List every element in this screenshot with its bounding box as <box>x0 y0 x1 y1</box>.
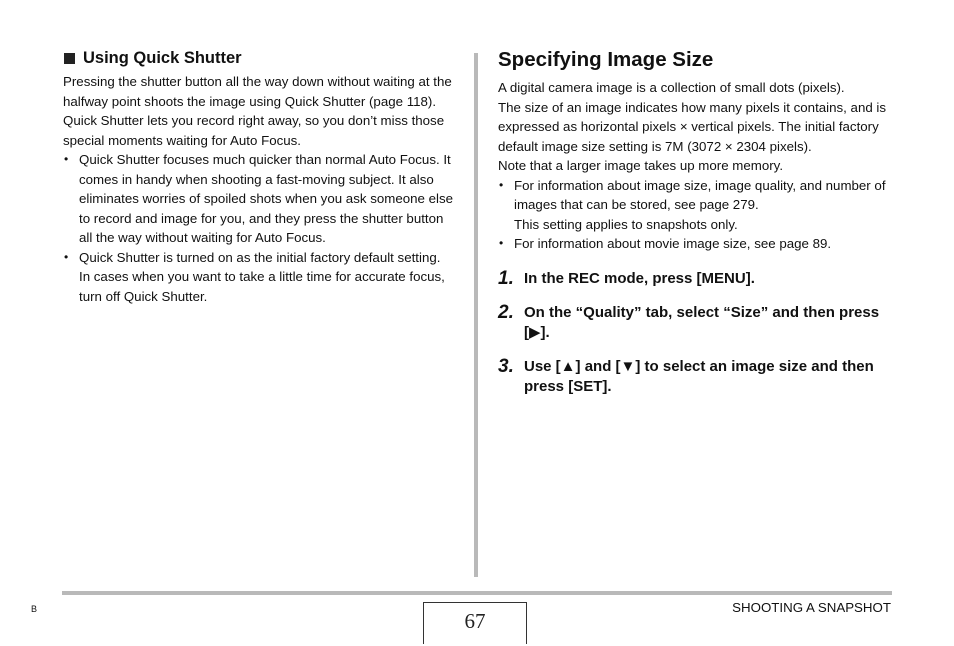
step-number: 1. <box>498 267 514 289</box>
page-number: 67 <box>423 602 527 644</box>
image-size-intro-line: The size of an image indicates how many pixels it contains, and is expressed as horizontal pixels × vertical pixels. The initial factory default image size setting is 7M (3072 × 2304 pixels). <box>498 99 887 154</box>
edge-mark: B <box>31 604 38 614</box>
bullet-text: For information about movie image size, see page 89. <box>514 236 832 251</box>
list-item <box>498 234 894 254</box>
step-text: Use [▲] and [▼] to select an image size and then press [SET]. <box>524 357 874 395</box>
step-number: 3. <box>498 355 514 377</box>
bullet-note: This setting applies to snapshots only. <box>514 216 738 232</box>
list-item <box>498 176 894 235</box>
list-item: • Quick Shutter focuses much quicker than normal Auto Focus. It comes in handy when shooting a fast-moving subject. It also eliminates worries of spoiled shots when you ask someone else to record and image for you, and they press the shutter button all the way without waiting for Auto Focus. <box>63 150 455 248</box>
image-size-intro-line: Note that a larger image takes up more memory. <box>498 158 784 173</box>
step-text: In the REC mode, press [MENU]. <box>524 269 755 287</box>
bullet-text: For information about image size, image quality, and number of images that can be stored, see page 279. <box>514 177 886 212</box>
quick-shutter-heading-text: Using Quick Shutter <box>83 49 242 67</box>
quick-shutter-intro: Pressing the shutter button all the way down without waiting at the halfway point shoots the image using Quick Shutter (page 118). Quick Shutter lets you record right away, so you don’t miss those special moments waiting for Auto Focus. <box>63 74 452 148</box>
step-item <box>498 269 894 289</box>
page-title: Specifying Image Size <box>498 48 714 71</box>
quick-shutter-heading <box>63 48 455 68</box>
square-bullet-icon <box>64 53 75 64</box>
image-size-bullets <box>498 176 894 254</box>
procedure-steps <box>498 269 894 397</box>
quick-shutter-bullets <box>63 150 455 306</box>
step-text: On the “Quality” tab, select “Size” and then press [▶]. <box>524 303 880 341</box>
step-item <box>498 357 894 397</box>
column-divider <box>474 53 478 577</box>
footer-rule <box>62 591 892 595</box>
section-name: SHOOTING A SNAPSHOT <box>732 600 891 615</box>
left-column <box>63 48 455 306</box>
image-size-intro-line: A digital camera image is a collection of small dots (pixels). <box>498 80 845 95</box>
right-column <box>498 48 894 411</box>
list-item: • Quick Shutter is turned on as the initial factory default setting. In cases when you want to take a little time for accurate focus, turn off Quick Shutter. <box>63 248 455 307</box>
step-number: 2. <box>498 301 514 323</box>
step-item <box>498 303 894 343</box>
